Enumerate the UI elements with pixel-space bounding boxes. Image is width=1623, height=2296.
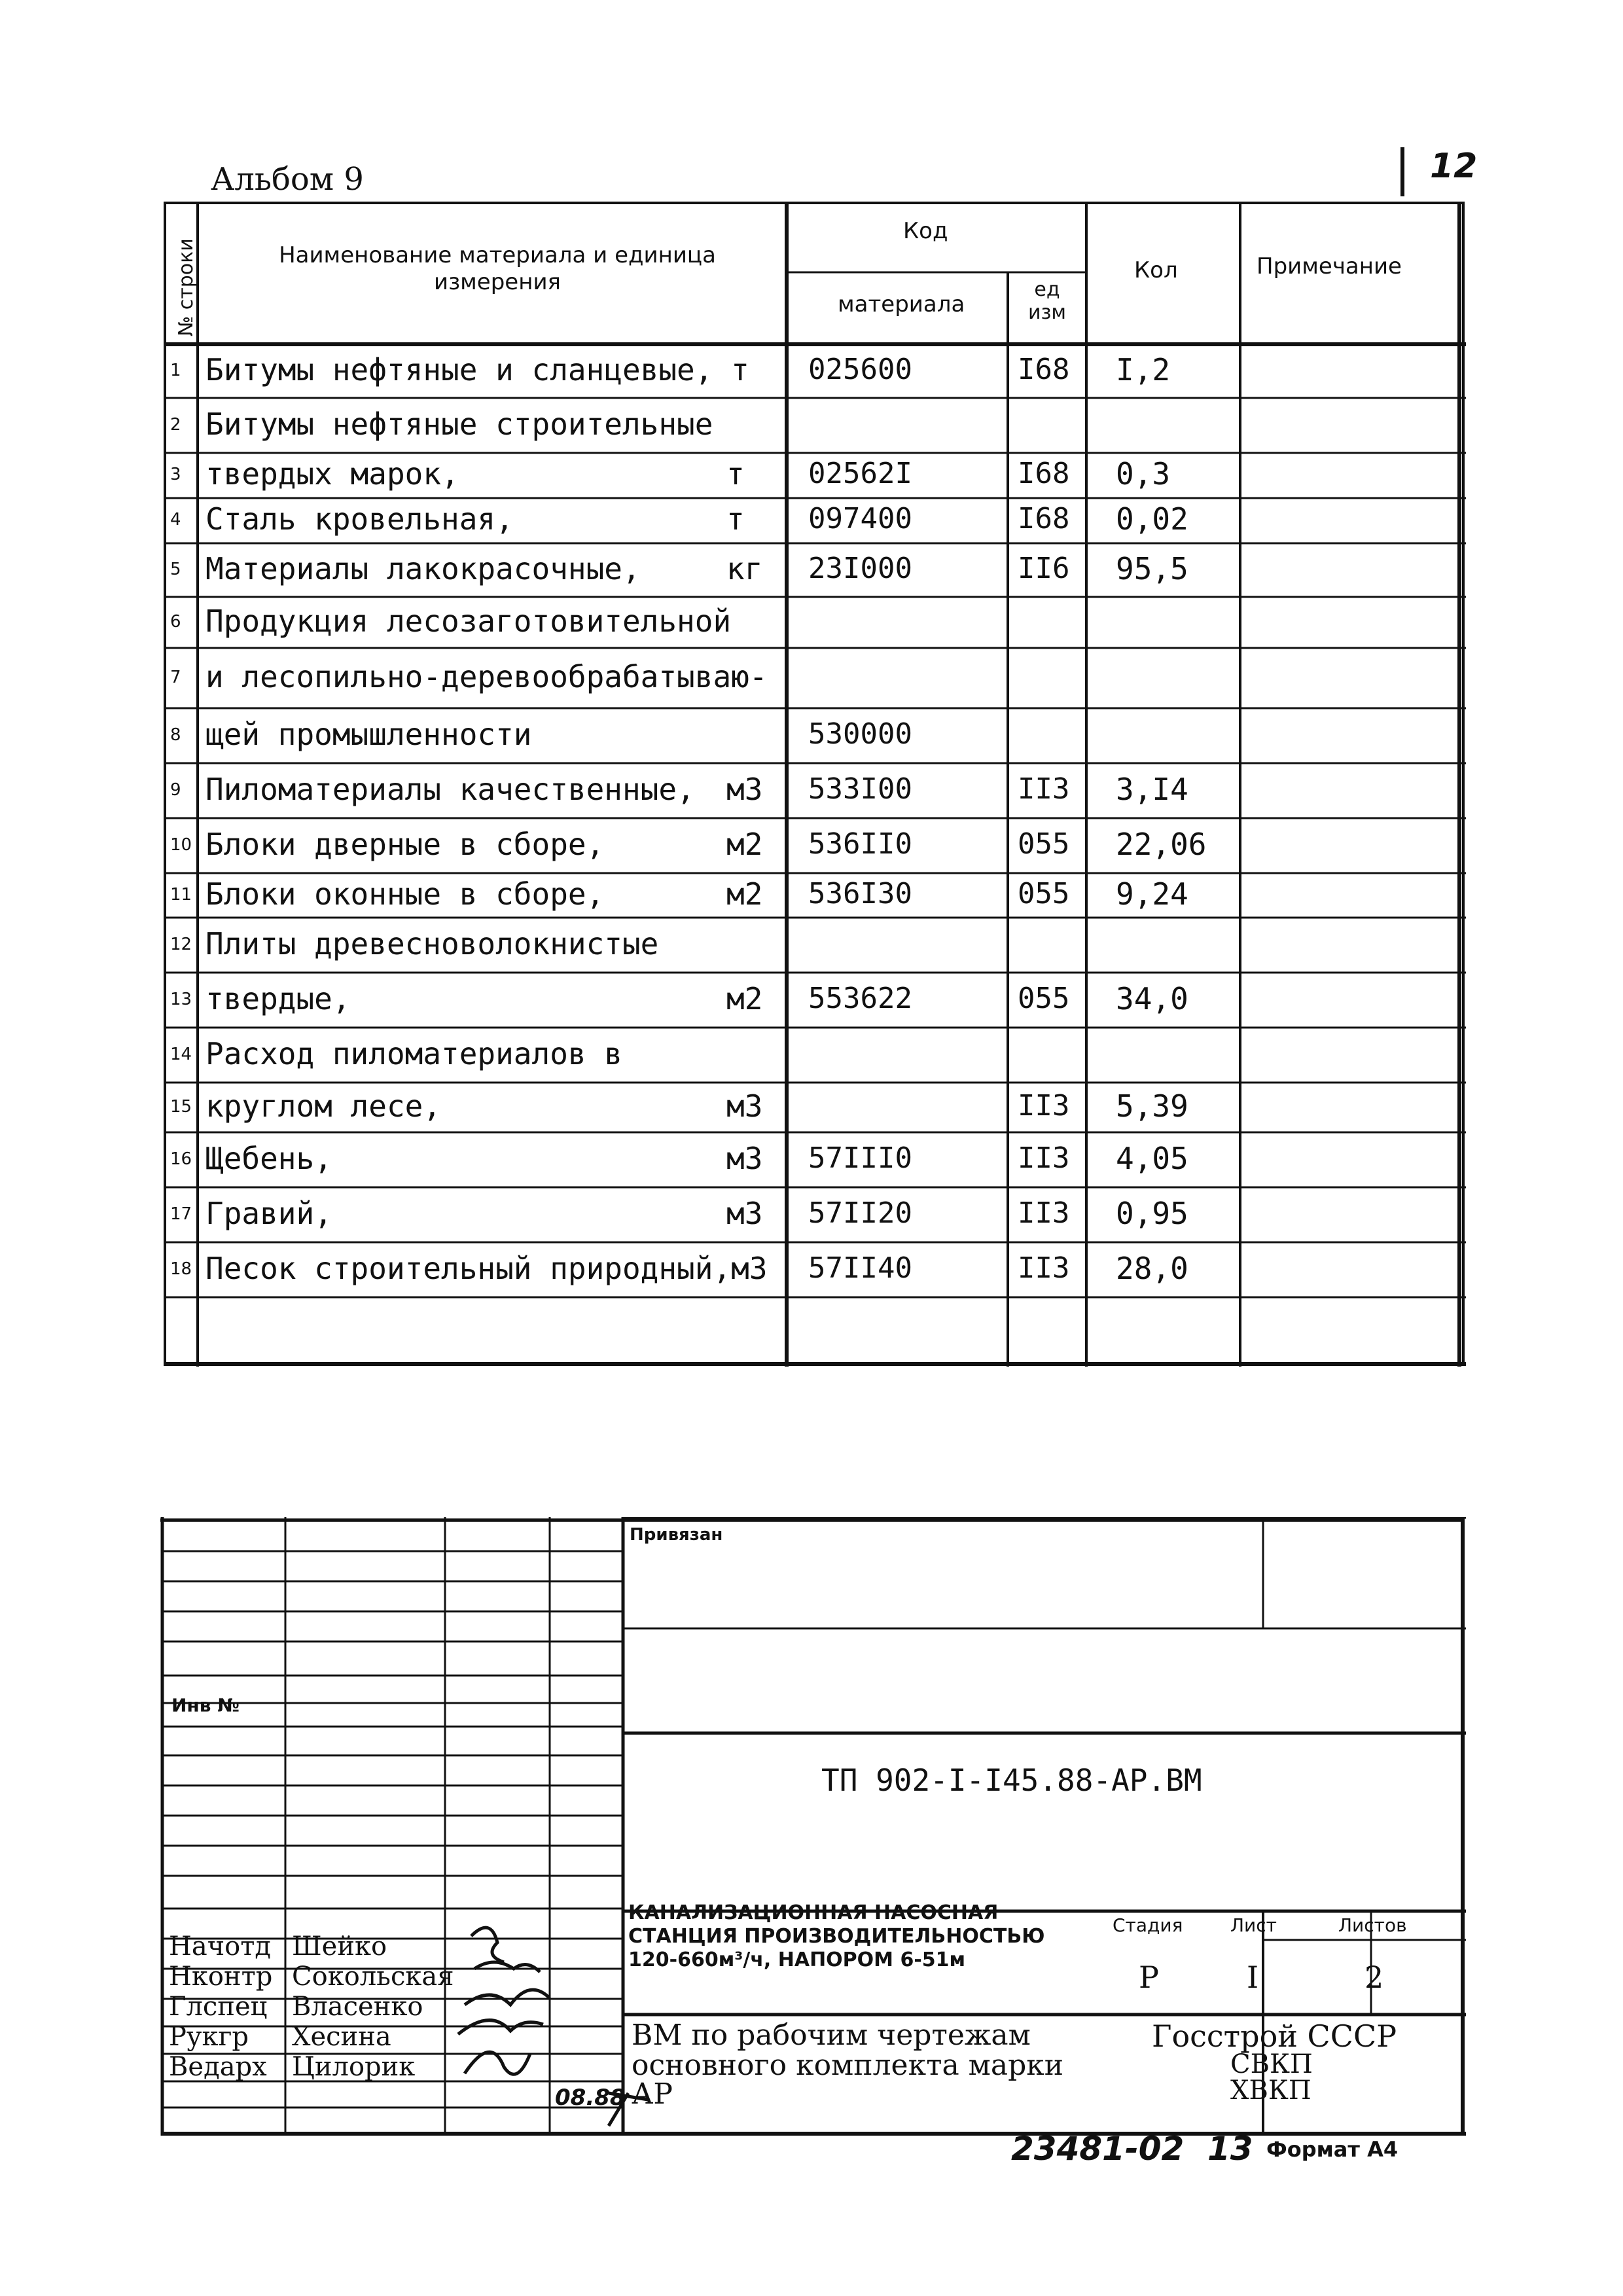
- org-2: СВКП: [1230, 2049, 1313, 2079]
- signer-role: Глспец: [169, 1992, 268, 2022]
- row-unit-code: II3: [1018, 772, 1070, 806]
- row-unit-code: I68: [1018, 457, 1070, 491]
- signer-role: Ведарх: [169, 2052, 267, 2082]
- doc-title-3: АР: [632, 2077, 673, 2111]
- row-name: круглом лесе,: [205, 1088, 442, 1124]
- album-label: Альбом 9: [211, 161, 364, 198]
- row-number: 17: [170, 1204, 192, 1224]
- row-code: 57II40: [808, 1251, 912, 1285]
- row-qty: 5,39: [1116, 1088, 1188, 1124]
- row-number: 16: [170, 1149, 192, 1169]
- row-code: 553622: [808, 981, 912, 1015]
- org-3: ХВКП: [1230, 2075, 1311, 2106]
- sheet-label: Лист: [1230, 1914, 1277, 1936]
- signer-name: Хесина: [292, 2022, 391, 2052]
- row-code: 02562I: [808, 457, 912, 491]
- row-number: 5: [170, 559, 181, 579]
- row-unit: т: [726, 501, 745, 537]
- row-unit-code: 055: [1018, 981, 1070, 1015]
- header-code-material: материала: [838, 291, 965, 317]
- row-name: твердых марок,: [205, 456, 459, 492]
- row-unit-code: II3: [1018, 1141, 1070, 1175]
- row-qty: 0,3: [1116, 456, 1171, 492]
- row-code: 530000: [808, 717, 912, 751]
- stamp-doc-code: ТП 902-I-I45.88-АР.ВМ: [821, 1763, 1202, 1798]
- row-name: Блоки дверные в сборе,: [205, 826, 605, 862]
- doc-title-2: основного комплекта марки: [632, 2049, 1064, 2082]
- signer-role: Нконтр: [169, 1962, 273, 1992]
- row-unit: кг: [726, 550, 763, 586]
- row-name: Продукция лесозаготовительной: [205, 603, 732, 639]
- row-unit: м2: [726, 826, 763, 862]
- row-name: щей промышленности: [205, 716, 532, 752]
- header-qty: Кол: [1134, 257, 1178, 283]
- row-number: 1: [170, 360, 181, 380]
- row-name: Битумы нефтяные строительные: [205, 406, 713, 442]
- row-number: 14: [170, 1044, 192, 1064]
- doc-title-1: ВМ по рабочим чертежам: [632, 2018, 1031, 2052]
- row-code: 57III0: [808, 1141, 912, 1175]
- row-unit-code: II3: [1018, 1196, 1070, 1230]
- row-qty: 9,24: [1116, 876, 1188, 912]
- footer-format: Формат А4: [1266, 2137, 1399, 2162]
- project-title-3: 120-660м³/ч, НАПОРОМ 6-51м: [628, 1948, 966, 1971]
- row-unit-code: II6: [1018, 551, 1070, 585]
- row-code: 536I30: [808, 876, 912, 910]
- row-name: Блоки оконные в сборе,: [205, 876, 605, 912]
- project-title-2: СТАНЦИЯ ПРОИЗВОДИТЕЛЬНОСТЬЮ: [628, 1925, 1045, 1948]
- row-number: 3: [170, 465, 181, 485]
- signer-name: Шейко: [292, 1931, 387, 1962]
- row-number: 15: [170, 1096, 192, 1117]
- row-unit-code: 055: [1018, 876, 1070, 910]
- signer-name: Сокольская: [292, 1962, 454, 1992]
- row-qty: 4,05: [1116, 1140, 1188, 1176]
- row-qty: 95,5: [1116, 550, 1188, 586]
- sheets-label: Листов: [1338, 1914, 1407, 1936]
- row-name: Расход пиломатериалов в: [205, 1035, 622, 1071]
- page-number-bar: [1400, 147, 1404, 196]
- row-code: 536II0: [808, 827, 912, 861]
- row-number: 11: [170, 884, 192, 905]
- row-name: и лесопильно-деревообрабатываю-: [205, 658, 768, 694]
- row-unit-code: II3: [1018, 1088, 1070, 1122]
- sheets-value: 2: [1364, 1960, 1384, 1995]
- row-unit-code: I68: [1018, 502, 1070, 536]
- row-unit: м3: [726, 1088, 763, 1124]
- row-unit: м2: [726, 876, 763, 912]
- row-code: 533I00: [808, 772, 912, 806]
- header-name: Наименование материала и единица измерения: [279, 242, 716, 295]
- project-title-1: КАНАЛИЗАЦИОННАЯ НАСОСНАЯ: [628, 1901, 999, 1924]
- row-name: Щебень,: [205, 1140, 332, 1176]
- signer-role: Начотд: [169, 1931, 272, 1962]
- row-number: 13: [170, 989, 192, 1009]
- row-name: Сталь кровельная,: [205, 501, 514, 537]
- row-unit-code: I68: [1018, 352, 1070, 386]
- row-name: Битумы нефтяные и сланцевые, т: [205, 351, 749, 387]
- stage-label: Стадия: [1113, 1914, 1183, 1936]
- row-name: Песок строительный природный,м3: [205, 1250, 768, 1286]
- row-qty: I,2: [1116, 351, 1171, 387]
- row-code: 025600: [808, 352, 912, 386]
- header-code-unit: ед изм: [1027, 278, 1067, 324]
- row-qty: 22,06: [1116, 826, 1207, 862]
- row-unit-code: II3: [1018, 1251, 1070, 1285]
- row-qty: 0,95: [1116, 1195, 1188, 1231]
- row-name: Пиломатериалы качественные,: [205, 771, 695, 807]
- header-rownum: № строки: [175, 238, 198, 336]
- row-qty: 0,02: [1116, 501, 1188, 537]
- row-number: 4: [170, 510, 181, 530]
- footer-number: 23481-02: [1011, 2130, 1185, 2168]
- sign-date: 08.88: [555, 2085, 626, 2111]
- signer-name: Власенко: [292, 1992, 423, 2022]
- row-code: 097400: [808, 502, 912, 536]
- header-note: Примечание: [1257, 253, 1402, 279]
- materials-table: [164, 202, 1466, 1367]
- signer-name: Цилорик: [292, 2052, 416, 2082]
- row-unit: т: [726, 456, 745, 492]
- page-number: 12: [1430, 147, 1478, 186]
- org-1: Госстрой СССР: [1152, 2018, 1397, 2054]
- row-name: Плиты древесноволокнистые: [205, 925, 659, 961]
- row-unit: м3: [726, 1195, 763, 1231]
- row-number: 2: [170, 414, 181, 435]
- row-unit-code: 055: [1018, 827, 1070, 861]
- row-qty: 28,0: [1116, 1250, 1188, 1286]
- row-unit: м3: [726, 1140, 763, 1176]
- row-number: 6: [170, 611, 181, 632]
- row-code: 57II20: [808, 1196, 912, 1230]
- signer-role: Рукгр: [169, 2022, 249, 2052]
- row-qty: 34,0: [1116, 980, 1188, 1016]
- row-number: 7: [170, 667, 181, 687]
- row-number: 9: [170, 780, 181, 800]
- row-name: твердые,: [205, 980, 351, 1016]
- footer-page: 13: [1207, 2130, 1253, 2168]
- row-unit: м2: [726, 980, 763, 1016]
- row-name: Гравий,: [205, 1195, 332, 1231]
- stamp-privyazan: Привязан: [630, 1525, 723, 1545]
- row-code: 23I000: [808, 551, 912, 585]
- sheet-value: I: [1247, 1960, 1259, 1995]
- row-qty: 3,I4: [1116, 771, 1188, 807]
- stage-value: Р: [1139, 1960, 1159, 1995]
- row-number: 12: [170, 934, 192, 954]
- row-number: 18: [170, 1259, 192, 1279]
- row-unit: м3: [726, 771, 763, 807]
- row-number: 10: [170, 834, 192, 855]
- row-number: 8: [170, 725, 181, 745]
- row-name: Материалы лакокрасочные,: [205, 550, 641, 586]
- header-code: Код: [903, 218, 948, 244]
- stamp-inv-no: Инв №: [171, 1695, 240, 1716]
